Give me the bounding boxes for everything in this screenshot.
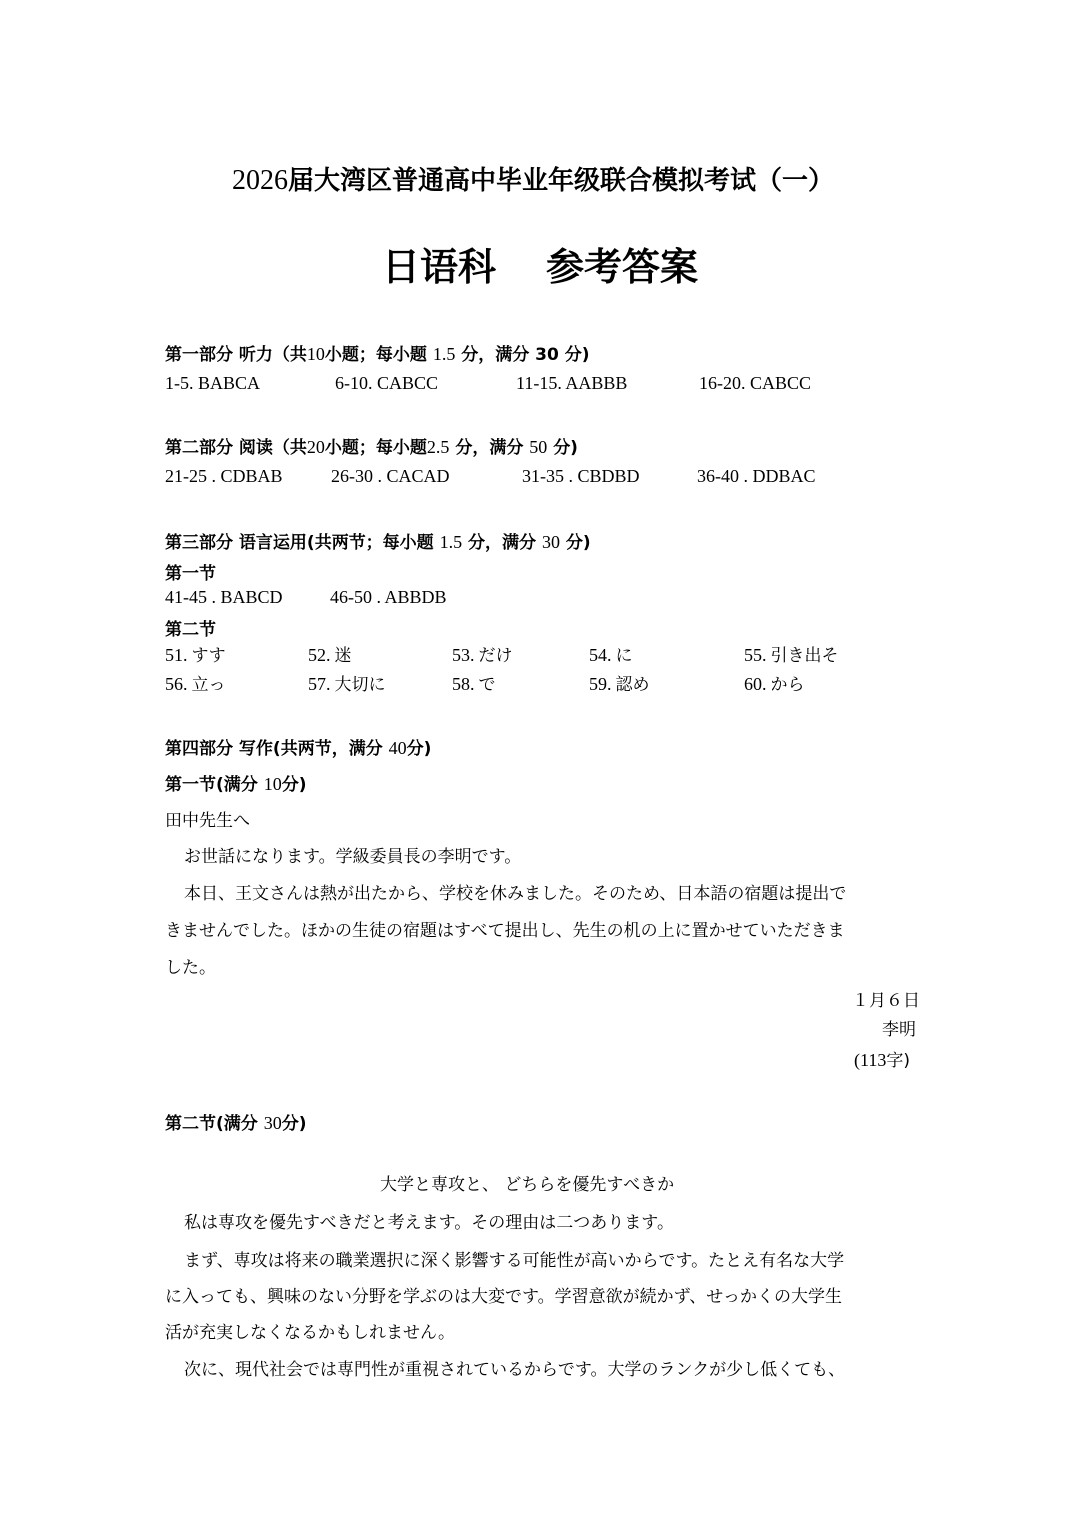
fill-answer: 59. 認め	[589, 674, 650, 695]
essay-line: 次に、現代社会では専門性が重視されているからです。大学のランクが少し低くても、	[184, 1360, 846, 1380]
part1-heading: 第一部分 听力（共10小题；每小题 1.5 分，满分 30 分)	[165, 344, 590, 365]
answer-group: 21-25 . CDBAB	[165, 466, 283, 486]
letter-paragraph: お世話になります。学級委員長の李明です。	[184, 847, 522, 867]
subject-label: 日语科	[381, 245, 496, 289]
exam-title-text: 届大湾区普通高中毕业年级联合模拟考试（一）	[287, 166, 834, 196]
fill-answer: 53. だけ	[452, 645, 513, 666]
answer-group: 26-30 . CACAD	[331, 466, 450, 486]
answer-key-label: 参考答案	[546, 245, 699, 289]
essay-title: 大学と専攻と、 どちらを優先すべきか	[380, 1175, 675, 1195]
answer-group: 46-50 . ABBDB	[330, 587, 447, 607]
letter-paragraph: 本日、王文さんは熱が出たから、学校を休みました。そのため、日本語の宿題は提出で	[184, 884, 847, 904]
part4-heading: 第四部分 写作(共两节，满分 40分)	[165, 738, 432, 759]
part3-heading: 第三部分 语言运用(共两节；每小题 1.5 分，满分 30 分)	[165, 532, 591, 553]
answer-group: 16-20. CABCC	[699, 373, 812, 393]
fill-answer: 54. に	[589, 645, 633, 666]
answer-group: 31-35 . CBDBD	[522, 466, 640, 486]
letter-date: １月６日	[852, 991, 920, 1011]
essay-line: 活が充実しなくなるかもしれません。	[165, 1323, 456, 1343]
section2-label: 第二节	[165, 620, 216, 640]
exam-year: 2026	[231, 165, 288, 196]
answer-group: 6-10. CABCC	[335, 373, 439, 393]
fill-answer: 55. 引き出そ	[744, 645, 839, 666]
essay-line: まず、専攻は将来の職業選択に深く影響する可能性が高いからです。たとえ有名な大学	[184, 1251, 845, 1271]
writing-section2-heading: 第二节(满分 30分)	[165, 1113, 307, 1134]
page-subtitle	[0, 236, 1080, 291]
answer-group: 41-45 . BABCD	[165, 587, 283, 607]
fill-answer: 56. 立っ	[165, 674, 226, 695]
answer-group: 11-15. AABBB	[516, 373, 628, 393]
word-count: (113字)	[854, 1050, 910, 1071]
letter-paragraph: きませんでした。ほかの生徒の宿題はすべて提出し、先生の机の上に置かせていただきま	[165, 921, 845, 941]
answer-group: 36-40 . DDBAC	[697, 466, 816, 486]
fill-answer: 51. すす	[165, 645, 226, 666]
letter-salutation: 田中先生へ	[165, 811, 250, 831]
essay-line: 私は専攻を優先すべきだと考えます。その理由は二つあります。	[184, 1213, 674, 1233]
fill-answer: 58. で	[452, 674, 496, 695]
fill-answer: 52. 迷	[308, 645, 352, 666]
section1-label: 第一节	[165, 564, 216, 584]
writing-section1-heading: 第一节(满分 10分)	[165, 774, 307, 795]
answer-group: 1-5. BABCA	[165, 373, 261, 393]
essay-line: に入っても、興味のない分野を学ぶのは大変です。学習意欲が続かず、せっかくの大学生	[165, 1287, 842, 1307]
fill-answer: 57. 大切に	[308, 674, 386, 695]
exam-title	[0, 160, 1066, 197]
letter-signature: 李明	[882, 1020, 916, 1040]
fill-answer: 60. から	[744, 674, 805, 695]
letter-paragraph: した。	[165, 958, 216, 978]
part2-heading: 第二部分 阅读（共20小题；每小题2.5 分，满分 50 分)	[165, 437, 578, 458]
